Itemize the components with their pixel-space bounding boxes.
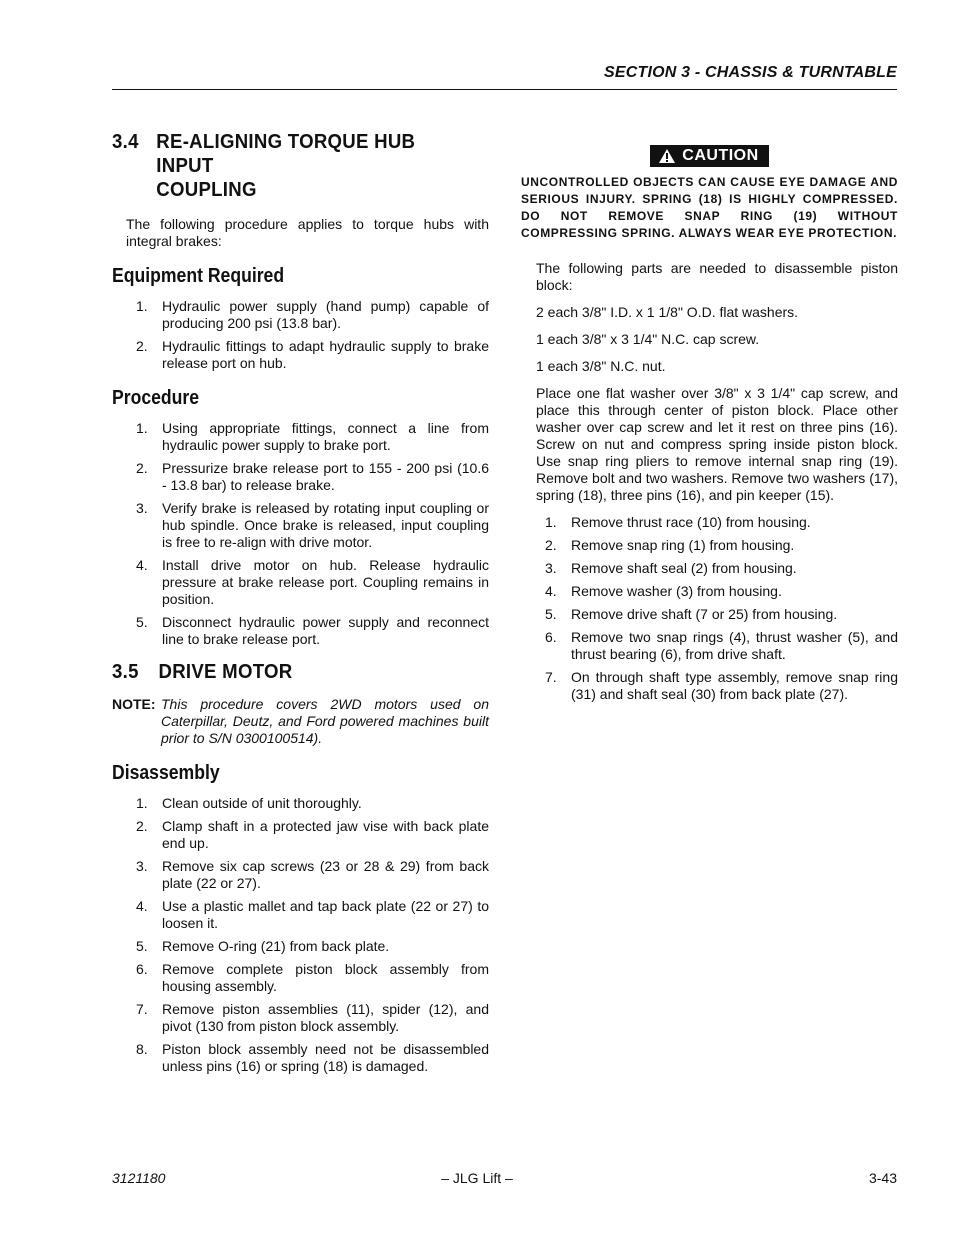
disassembly-list [112,795,489,1075]
caution-text: UNCONTROLLED OBJECTS CAN CAUSE EYE DAMAGE AND SERIOUS INJURY. SPRING (18) IS HIGHLY COMPRESSED. DO NOT REMOVE SNAP RING (19) WITHOUT COMPRESSING SPRING. ALWAYS WEAR EYE PROTECTION. [521,175,898,240]
right-column [521,145,898,703]
list-item: 6. Remove complete piston block assembly from housing assembly. [136,961,489,994]
list-item: 4. Use a plastic mallet and tap back plate (22 or 27) to loosen it. [136,898,489,931]
part-line: 2 each 3/8" I.D. x 1 1/8" O.D. flat washers. [536,304,799,320]
caution-badge [650,145,768,167]
disassembly-heading: Disassembly [112,762,220,784]
part-line: 1 each 3/8" N.C. nut. [536,358,666,374]
section-3-4-heading [112,130,463,202]
list-item: 1. Remove thrust race (10) from housing. [545,514,811,530]
list-item: 2. Remove snap ring (1) from housing. [545,537,795,553]
section-title: DRIVE MOTOR [158,661,293,683]
removal-list [521,514,898,703]
equipment-list [112,298,489,372]
list-item: 7. Remove piston assemblies (11), spider (12), and pivot (130 from piston block assembly. [136,1001,489,1034]
list-item: 4. Remove washer (3) from housing. [545,583,782,599]
footer-page-number: 3-43 [868,1170,897,1186]
note-label: NOTE: [112,696,156,712]
procedure-heading: Procedure [112,387,200,409]
equipment-heading: Equipment Required [112,265,285,287]
list-item: 1. Hydraulic power supply (hand pump) capable of producing 200 psi (13.8 bar). [136,298,489,331]
list-item: 3. Remove six cap screws (23 or 28 & 29) from back plate (22 or 27). [136,858,489,891]
note-text: This procedure covers 2WD motors used on Caterpillar, Deutz, and Ford powered machines built prior to S/N 0300100514). [161,696,489,746]
instructions-paragraph: Place one flat washer over 3/8" x 3 1/4" cap screw, and place this through center of piston block. Place other washer over cap screw and let it rest on three pins (16). Screw on nut and compress spring inside piston block. Use snap ring pliers to remove internal snap ring (19). Remove bolt and two washers. Remove two washers (17), spring (18), three pins (16), and pin keeper (15). [536,385,898,503]
parts-intro: The following parts are needed to disassemble piston block: [536,260,898,293]
list-item: 2. Pressurize brake release port to 155 - 200 psi (10.6 - 13.8 bar) to release brake. [136,460,489,493]
list-item: 2. Clamp shaft in a protected jaw vise with back plate end up. [136,818,489,851]
footer-doc-number: 3121180 [112,1170,166,1186]
list-item: 5. Remove O-ring (21) from back plate. [136,938,390,954]
part-line: 1 each 3/8" x 3 1/4" N.C. cap screw. [536,331,760,347]
caution-box [521,145,898,169]
list-item: 2. Hydraulic fittings to adapt hydraulic supply to brake release port on hub. [136,338,489,371]
list-item: 8. Piston block assembly need not be disassembled unless pins (16) or spring (18) is damaged. [136,1041,489,1074]
list-item: 5. Disconnect hydraulic power supply and reconnect line to brake release port. [136,614,489,647]
section-number: 3.5 [112,661,139,683]
section-3-5-heading [112,660,463,684]
list-item: 1. Using appropriate fittings, connect a line from hydraulic power supply to brake port. [136,420,489,453]
section-number: 3.4 [112,131,139,153]
procedure-list [112,420,489,648]
intro-paragraph: The following procedure applies to torque hubs with integral brakes: [126,216,489,249]
list-item: 1. Clean outside of unit thoroughly. [136,795,362,811]
list-item: 7. On through shaft type assembly, remove snap ring (31) and shaft seal (30) from back plate (27). [545,669,898,702]
list-item: 3. Remove shaft seal (2) from housing. [545,560,797,576]
left-column [112,130,489,1075]
section-title: RE-ALIGNING TORQUE HUB INPUT COUPLING [156,131,416,201]
header-rule [112,89,897,90]
list-item: 4. Install drive motor on hub. Release hydraulic pressure at brake release port. Coupling remains in position. [136,557,489,607]
footer-center: – JLG Lift – [441,1170,513,1186]
warning-triangle-icon [658,148,676,164]
list-item: 3. Verify brake is released by rotating input coupling or hub spindle. Once brake is released, input coupling is free to re-align with drive motor. [136,500,489,550]
caution-label: CAUTION [682,147,759,164]
note-block [112,696,489,747]
parts-block [536,260,898,504]
list-item: 6. Remove two snap rings (4), thrust washer (5), and thrust bearing (6), from drive shaft. [545,629,898,662]
section-header: SECTION 3 - CHASSIS & TURNTABLE [603,64,897,81]
list-item: 5. Remove drive shaft (7 or 25) from housing. [545,606,838,622]
